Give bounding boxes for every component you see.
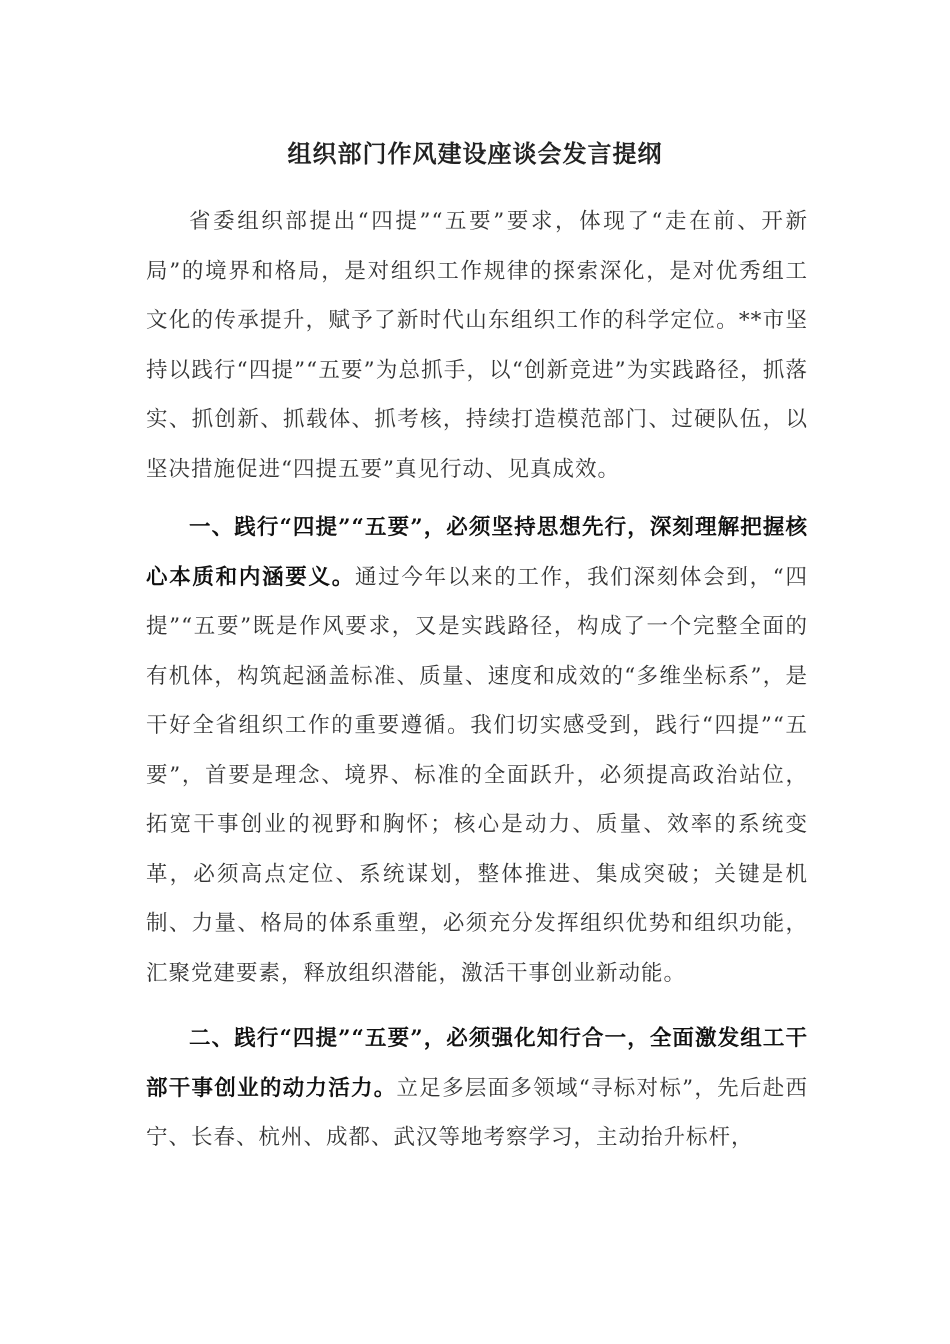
section-one-text: 通过今年以来的工作，我们深刻体会到，“四提”“五要”既是作风要求，又是实践路径，构成了一个完整全面的有机体，构筑起涵盖标准、质量、速度和成效的“多维坐标系”，是干好全省组织工作的重要遵循。我们切实感受到，践行“四提”“五要”，首要是理念、境界、标准的全面跃升，必须提高政治站位，拓宽干事创业的视野和胸怀；核心是动力、质量、效率的系统变革，必须高点定位、系统谋划，整体推进、集成突破；关键是机制、力量、格局的体系重塑，必须充分发挥组织优势和组织功能，汇聚党建要素，释放组织潜能，激活干事创业新动能。 <box>146 564 808 986</box>
paragraph-intro-text: 省委组织部提出“四提”“五要”要求，体现了“走在前、开新局”的境界和格局，是对组织工作规律的探索深化，是对优秀组工文化的传承提升，赋予了新时代山东组织工作的科学定位。**市坚持以践行“四提”“五要”为总抓手，以“创新竞进”为实践路径，抓落实、抓创新、抓载体、抓考核，持续打造模范部门、过硬队伍，以坚决措施促进“四提五要”真见行动、见真成效。 <box>146 209 808 482</box>
section-one-heading: 一、践行“四提”“五要”，必须坚持思想先行，深刻理解把握核心本质和内涵要义。 <box>146 515 808 590</box>
section-two-text: 立足多层面多领域“寻标对标”，先后赴西宁、长春、杭州、成都、武汉等地考察学习，主动抬升标杆， <box>146 1075 808 1150</box>
document-title: 组织部门作风建设座谈会发言提纲 <box>287 139 663 168</box>
paragraph-section-two <box>146 1014 808 1163</box>
paragraph-section-one <box>146 503 808 998</box>
section-two-heading: 二、践行“四提”“五要”，必须强化知行合一，全面激发组工干部干事创业的动力活力。 <box>146 1026 808 1101</box>
paragraph-intro <box>146 197 808 494</box>
